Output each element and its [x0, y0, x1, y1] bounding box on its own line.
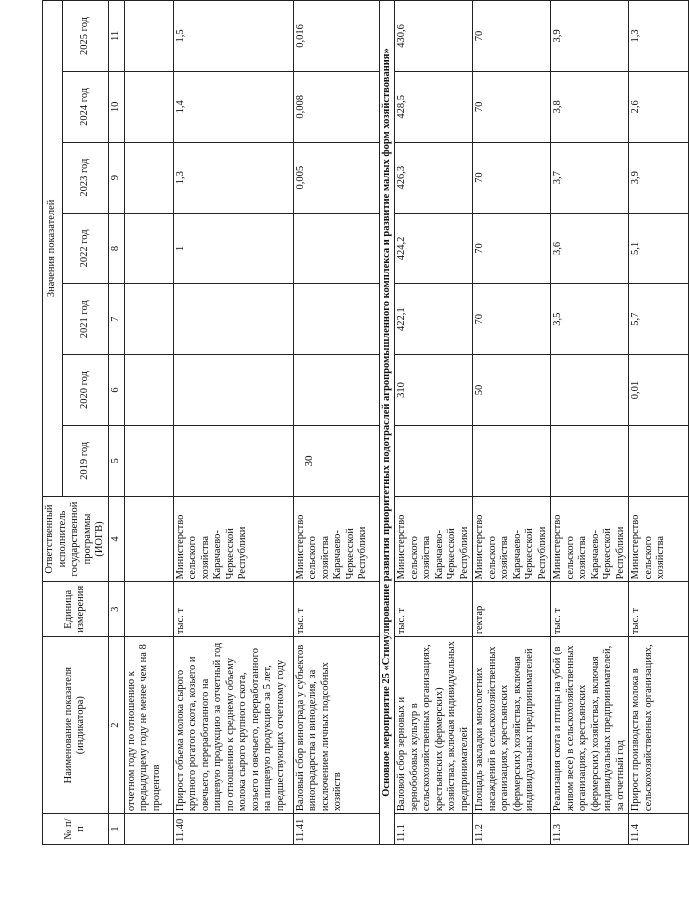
indicator-name: Валовый сбор винограда у субъектов виноградарства и виноделия, за исключением личных подсобных хозяйств — [293, 637, 379, 814]
unit-cell — [124, 582, 173, 637]
value-cell: 0,01 — [629, 355, 689, 426]
value-cell: 428,5 — [395, 71, 473, 142]
section-row — [379, 1, 395, 845]
column-index-cell: 4 — [108, 496, 124, 582]
value-cell — [124, 1, 173, 72]
value-cell: 70 — [473, 71, 551, 142]
column-index-cell: 2 — [108, 637, 124, 814]
header-year: 2021 год — [63, 284, 108, 355]
header-values-group: Значения показателей — [43, 1, 63, 497]
table-row — [395, 1, 473, 845]
indicators-table — [42, 0, 689, 845]
unit-cell: гектар — [473, 582, 551, 637]
value-cell: 3,9 — [551, 1, 629, 72]
executor-cell — [124, 496, 173, 582]
value-cell: 3,6 — [551, 213, 629, 284]
header-year: 2024 год — [63, 71, 108, 142]
executor-cell: Министерство сельского хозяйства Карачаево-Черкесской Республики — [173, 496, 293, 582]
value-cell — [124, 425, 173, 496]
executor-cell: Министерство сельского хозяйства Карачаево-Черкесской Республики — [293, 496, 379, 582]
unit-cell: тыс. т — [173, 582, 293, 637]
table-row — [124, 1, 173, 845]
unit-cell: тыс. т — [395, 582, 473, 637]
indicator-name: Прирост объема молока сырого крупного рогатого скота, козьего и овечьего, переработанного на пищевую продукцию за отчетный год по отношению к среднему объему молока сырого крупного скота, козьего и овечьего, переработанного на пищевую продукцию за 5 лет, предшествующих отчетному году — [173, 637, 293, 814]
value-cell: 5,1 — [629, 213, 689, 284]
executor-cell: Министерство сельского хозяйства — [629, 496, 689, 582]
section-title: Основное мероприятие 25 «Стимулирование развития приоритетных подотраслей агропромышленного комплекса и развитие малых форм хозяйствования» — [379, 1, 395, 845]
indicator-name: Реализация скота и птицы на убой (в живом весе) в сельскохозяйственных организациях, крестьянских (фермерских) хозяйствах, включая индивидуальных предпринимателей, за отчетный год — [551, 637, 629, 814]
unit-cell: тыс. т — [551, 582, 629, 637]
value-cell — [124, 355, 173, 426]
executor-cell: Министерство сельского хозяйства Карачаево-Черкесской Республики — [551, 496, 629, 582]
value-cell: 1,5 — [173, 1, 293, 72]
table-row — [173, 1, 293, 845]
value-cell — [173, 425, 293, 496]
value-cell: 70 — [473, 213, 551, 284]
value-cell: 70 — [473, 284, 551, 355]
value-cell — [629, 425, 689, 496]
value-cell: 5,7 — [629, 284, 689, 355]
value-cell: 422,1 — [395, 284, 473, 355]
column-index-cell: 8 — [108, 213, 124, 284]
value-cell: 0,016 — [293, 1, 379, 72]
unit-cell: тыс. т — [629, 582, 689, 637]
value-cell — [124, 284, 173, 355]
column-index-cell: 5 — [108, 425, 124, 496]
value-cell — [551, 425, 629, 496]
value-cell — [473, 425, 551, 496]
header-unit: Единица измерения — [43, 582, 109, 637]
value-cell — [124, 142, 173, 213]
header-num: № п/п — [43, 814, 109, 845]
column-index-cell: 11 — [108, 1, 124, 72]
value-cell — [124, 71, 173, 142]
table-row — [473, 1, 551, 845]
rotated-page — [42, 0, 666, 845]
value-cell: 310 — [395, 355, 473, 426]
column-index-cell: 9 — [108, 142, 124, 213]
row-number: 11.3 — [551, 814, 629, 845]
value-cell: 430,6 — [395, 1, 473, 72]
column-index-cell: 10 — [108, 71, 124, 142]
row-number — [124, 814, 173, 845]
indicator-name: Валовой сбор зерновых и зернобобовых культур в сельскохозяйственных организациях, крестьянских (фермерских) хозяйствах, включая индивидуальных предпринимателей — [395, 637, 473, 814]
value-cell: 3,8 — [551, 71, 629, 142]
row-number: 11.2 — [473, 814, 551, 845]
value-cell: 50 — [473, 355, 551, 426]
value-cell: 1,3 — [629, 1, 689, 72]
header-executor: Ответственный исполнитель государственной программы (ИОГВ) — [43, 496, 109, 582]
column-index-cell: 7 — [108, 284, 124, 355]
indicator-name: Площадь закладки многолетних насаждений в сельскохозяйственных организациях, крестьянских (фермерских) хозяйствах, включая индивидуальных предпринимателей — [473, 637, 551, 814]
value-cell — [293, 213, 379, 284]
value-cell — [293, 355, 379, 426]
indicator-name: отчетном году по отношению к предыдущему году не менее чем на 8 процентов — [124, 637, 173, 814]
row-number: 11.1 — [395, 814, 473, 845]
value-cell: 0,005 — [293, 142, 379, 213]
header-year: 2019 год — [63, 425, 108, 496]
value-cell: 70 — [473, 1, 551, 72]
page-number: 30 — [303, 455, 315, 467]
header-year: 2022 год — [63, 213, 108, 284]
value-cell: 3,9 — [629, 142, 689, 213]
value-cell: 2,6 — [629, 71, 689, 142]
table-row — [551, 1, 629, 845]
value-cell: 1,4 — [173, 71, 293, 142]
header-year: 2020 год — [63, 355, 108, 426]
value-cell: 70 — [473, 142, 551, 213]
value-cell — [124, 213, 173, 284]
table-row — [293, 1, 379, 845]
value-cell: 3,5 — [551, 284, 629, 355]
value-cell — [551, 355, 629, 426]
header-year: 2025 год — [63, 1, 108, 72]
value-cell — [173, 355, 293, 426]
row-number: 11.4 — [629, 814, 689, 845]
header-name: Наименование показателя (индикатора) — [43, 637, 109, 814]
executor-cell: Министерство сельского хозяйства Карачаево-Черкесской Республики — [395, 496, 473, 582]
value-cell: 426,3 — [395, 142, 473, 213]
value-cell: 3,7 — [551, 142, 629, 213]
header-year: 2023 год — [63, 142, 108, 213]
value-cell — [293, 284, 379, 355]
value-cell: 424,2 — [395, 213, 473, 284]
column-index-cell: 3 — [108, 582, 124, 637]
executor-cell: Министерство сельского хозяйства Карачаево-Черкесской Республики — [473, 496, 551, 582]
unit-cell: тыс. т — [293, 582, 379, 637]
value-cell: 1,3 — [173, 142, 293, 213]
value-cell: 0,008 — [293, 71, 379, 142]
column-index-cell: 1 — [108, 814, 124, 845]
value-cell: 1 — [173, 213, 293, 284]
indicator-name: Прирост производства молока в сельскохозяйственных организациях, — [629, 637, 689, 814]
value-cell — [173, 284, 293, 355]
row-number: 11.41 — [293, 814, 379, 845]
column-index-cell: 6 — [108, 355, 124, 426]
table-row — [629, 1, 689, 845]
value-cell — [395, 425, 473, 496]
row-number: 11.40 — [173, 814, 293, 845]
